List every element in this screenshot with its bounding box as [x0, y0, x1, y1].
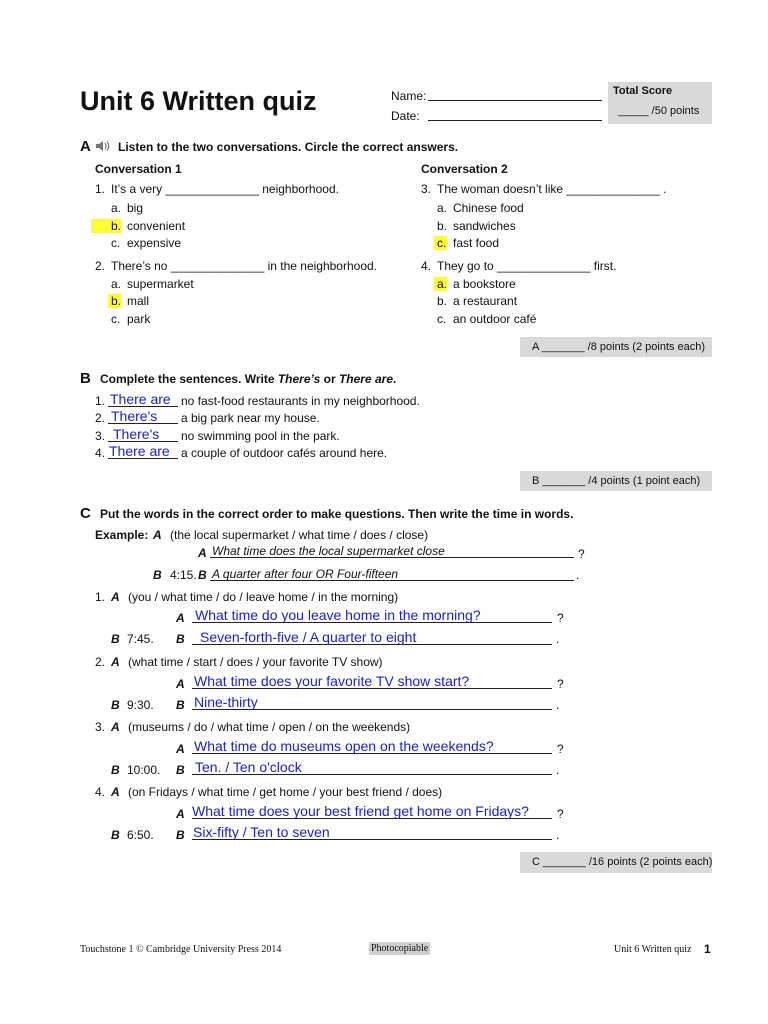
footer-quiz-name: Unit 6 Written quiz — [614, 944, 692, 955]
handwritten-answer: There are — [110, 391, 171, 407]
question-3-number: 3. — [421, 182, 432, 196]
option-letter[interactable]: b. — [437, 294, 448, 308]
item-number: 3. — [95, 720, 106, 734]
item-time: 7:45. — [127, 632, 154, 646]
question-1-number: 1. — [95, 182, 106, 196]
speaker-icon — [95, 139, 113, 153]
speaker-b: B — [111, 763, 120, 777]
section-b-score: B _______ /4 points (1 point each) — [532, 475, 701, 487]
section-b-instruction: Complete the sentences. Write There’s or There are. — [100, 372, 397, 386]
question-mark: ? — [557, 611, 564, 625]
speaker-b: B — [111, 632, 120, 646]
speaker-b: B — [111, 828, 120, 842]
option-text: an outdoor café — [453, 312, 537, 326]
option-text: convenient — [127, 219, 186, 233]
question-4-text: They go to ______________ first. — [437, 259, 617, 273]
section-c-score: C _______ /16 points (2 points each) — [532, 856, 713, 868]
speaker-a: A — [176, 677, 185, 691]
speaker-b: B — [198, 568, 207, 582]
option-text: expensive — [127, 236, 182, 250]
option-letter-selected[interactable]: b. — [111, 294, 122, 308]
item-time: 9:30. — [127, 698, 154, 712]
handwritten-answer: There are — [109, 443, 170, 459]
option-text: park — [127, 312, 151, 326]
handwritten-question: What time does your favorite TV show start? — [194, 673, 470, 689]
option-letter-selected[interactable]: b. — [111, 219, 122, 233]
speaker-a: A — [176, 611, 185, 625]
example-question: What time does the local supermarket close — [212, 544, 445, 558]
option-text: mall — [127, 294, 150, 308]
option-text: fast food — [453, 236, 500, 250]
speaker-b: B — [176, 632, 185, 646]
list-item-number: 1. — [95, 394, 106, 408]
speaker-b: B — [153, 568, 162, 582]
page-title: Unit 6 Written quiz — [80, 86, 317, 116]
example-label: Example: — [95, 528, 149, 542]
question-mark: ? — [578, 547, 585, 561]
handwritten-question: What time does your best friend get home on Fridays? — [192, 803, 529, 819]
period: . — [576, 568, 580, 582]
handwritten-time: Nine-thirty — [194, 694, 258, 710]
section-c-instruction: Put the words in the correct order to make questions. Then write the time in words. — [100, 507, 574, 521]
speaker-a: A — [111, 655, 120, 669]
example-answer: A quarter after four OR Four-fifteen — [212, 567, 399, 581]
option-text: Chinese food — [453, 201, 524, 215]
period: . — [556, 828, 560, 842]
example-prompt: (the local supermarket / what time / does / close) — [170, 528, 429, 542]
period: . — [556, 698, 560, 712]
question-4-number: 4. — [421, 259, 432, 273]
question-mark: ? — [557, 677, 564, 691]
list-item-number: 2. — [95, 411, 106, 425]
section-a-instruction: Listen to the two conversations. Circle the correct answers. — [118, 140, 459, 154]
option-letter[interactable]: c. — [111, 312, 121, 326]
option-letter[interactable]: c. — [437, 312, 447, 326]
section-a-letter: A — [80, 138, 91, 155]
option-letter[interactable]: c. — [111, 236, 121, 250]
speaker-b: B — [176, 828, 185, 842]
section-c-letter: C — [80, 505, 91, 522]
question-mark: ? — [557, 807, 564, 821]
sentence-text: no fast-food restaurants in my neighborhood. — [181, 394, 420, 408]
period: . — [556, 632, 560, 646]
speaker-a: A — [111, 785, 120, 799]
speaker-a: A — [111, 720, 120, 734]
question-2-number: 2. — [95, 259, 106, 273]
list-item-number: 4. — [95, 446, 106, 460]
period: . — [556, 763, 560, 777]
section-c-score-box — [520, 852, 712, 873]
option-letter-selected[interactable]: c. — [437, 236, 447, 250]
option-text: sandwiches — [453, 219, 516, 233]
footer-copyright: Touchstone 1 © Cambridge University Press 2014 — [80, 944, 282, 955]
handwritten-time: Ten. / Ten o'clock — [195, 759, 302, 775]
speaker-b: B — [111, 698, 120, 712]
conversation-1-title: Conversation 1 — [95, 162, 182, 176]
question-2-text: There’s no ______________ in the neighborhood. — [111, 259, 378, 273]
date-label: Date: — [391, 109, 420, 123]
item-time: 10:00. — [127, 763, 161, 777]
speaker-a: A — [153, 528, 162, 542]
option-text: a bookstore — [453, 277, 516, 291]
option-text: a restaurant — [453, 294, 518, 308]
speaker-a: A — [198, 546, 207, 560]
option-letter-selected[interactable]: a. — [437, 277, 448, 291]
conversation-2-title: Conversation 2 — [421, 162, 508, 176]
speaker-a: A — [176, 807, 185, 821]
item-number: 2. — [95, 655, 106, 669]
footer-photocopiable: Photocopiable — [371, 943, 429, 954]
section-a-score-box — [520, 337, 712, 357]
option-text: supermarket — [127, 277, 194, 291]
section-b-letter: B — [80, 370, 91, 387]
handwritten-answer: There's — [111, 408, 158, 424]
total-score-points: _____ /50 points — [618, 105, 700, 117]
item-number: 4. — [95, 785, 106, 799]
item-number: 1. — [95, 590, 106, 604]
option-letter[interactable]: a. — [437, 201, 448, 215]
section-a-score: A _______ /8 points (2 points each) — [532, 341, 706, 353]
speaker-a: A — [176, 742, 185, 756]
item-prompt: (on Fridays / what time / get home / your best friend / does) — [128, 785, 443, 799]
sentence-text: a couple of outdoor cafés around here. — [181, 446, 388, 460]
item-prompt: (museums / do / what time / open / on the weekends) — [128, 720, 411, 734]
handwritten-time: Six-fifty / Ten to seven — [193, 824, 330, 840]
list-item-number: 3. — [95, 429, 106, 443]
speaker-b: B — [176, 763, 185, 777]
handwritten-time: Seven-forth-five / A quarter to eight — [200, 629, 417, 645]
page-number: 1 — [704, 942, 711, 956]
name-field[interactable] — [428, 100, 602, 101]
example-time: 4:15. — [170, 568, 197, 582]
item-time: 6:50. — [127, 828, 154, 842]
option-letter[interactable]: b. — [437, 219, 448, 233]
date-field[interactable] — [428, 120, 602, 121]
handwritten-question: What time do you leave home in the morning? — [195, 607, 481, 623]
question-mark: ? — [557, 742, 564, 756]
option-text: big — [127, 201, 144, 215]
total-score-label: Total Score — [613, 85, 673, 97]
sentence-text: no swimming pool in the park. — [181, 429, 340, 443]
item-prompt: (what time / start / does / your favorite TV show) — [128, 655, 383, 669]
speaker-b: B — [176, 698, 185, 712]
speaker-a: A — [111, 590, 120, 604]
question-3-text: The woman doesn’t like ______________ . — [437, 182, 667, 196]
item-prompt: (you / what time / do / leave home / in the morning) — [128, 590, 399, 604]
handwritten-question: What time do museums open on the weekends? — [194, 738, 494, 754]
section-b-score-box — [520, 471, 712, 491]
sentence-text: a big park near my house. — [181, 411, 320, 425]
handwritten-answer: There's — [113, 426, 160, 442]
option-letter[interactable]: a. — [111, 201, 122, 215]
option-letter[interactable]: a. — [111, 277, 122, 291]
name-label: Name: — [391, 89, 427, 103]
total-score-box — [608, 82, 712, 124]
question-1-text: It’s a very ______________ neighborhood. — [111, 182, 339, 196]
